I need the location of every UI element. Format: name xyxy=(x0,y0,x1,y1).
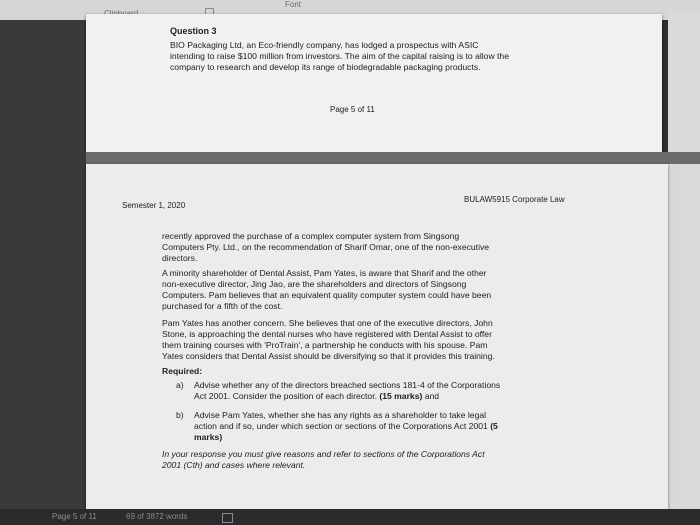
body-line: Stone, is approaching the dental nurses who have registered with Dental Assist to offer xyxy=(162,329,492,339)
required-heading: Required: xyxy=(162,366,203,376)
document-left-margin xyxy=(0,20,86,525)
item-a-line-2: Act 2001. Consider the position of each director. (15 marks) and xyxy=(194,391,440,401)
item-a-marker: a) xyxy=(176,380,184,390)
closing-line: 2001 (Cth) and cases where relevant. xyxy=(162,460,306,470)
body-line: purchased for a fifth of the cost. xyxy=(162,301,283,311)
closing-line: In your response you must give reasons and refer to sections of the Corporations Act xyxy=(162,449,485,459)
body-line: Computers Pty. Ltd., on the recommendation of Sharif Omar, one of the non-executive xyxy=(162,242,490,252)
body-line: Pam Yates has another concern. She believes that one of the executive directors, John xyxy=(162,318,493,328)
item-a-marks: (15 marks) xyxy=(379,391,423,401)
body-line: Computers. Pam believes that an equivalent quality computer system could have been xyxy=(162,290,492,300)
status-bar xyxy=(0,509,700,525)
body-line: A minority shareholder of Dental Assist, Pam Yates, is aware that Sharif and the other xyxy=(162,268,487,278)
body-line: Yates considers that Dental Assist should be diversifying so that it provides this training. xyxy=(162,351,495,361)
question-line: company to research and develop its range of biodegradable packaging products. xyxy=(170,62,481,72)
page-gap xyxy=(86,152,700,164)
question-title: Question 3 xyxy=(170,26,217,36)
item-a-line: Advise whether any of the directors breached sections 181-4 of the Corporations xyxy=(194,380,501,390)
item-b-marker: b) xyxy=(176,410,184,420)
body-line: them training courses with 'ProTrain', a partnership he conducts with his spouse. Pam xyxy=(162,340,488,350)
proofing-icon[interactable] xyxy=(222,513,233,523)
item-b-marks-end: marks) xyxy=(194,432,223,442)
body-line: directors. xyxy=(162,253,198,263)
item-b-marks: (5 xyxy=(490,421,498,431)
body-line: non-executive director, Jing Jao, are the shareholders and directors of Singsong xyxy=(162,279,467,289)
question-line: BIO Packaging Ltd, an Eco-friendly company, has lodged a prospectus with ASIC xyxy=(170,40,479,50)
status-page-count[interactable]: Page 5 of 11 xyxy=(52,512,97,521)
page-header-left: Semester 1, 2020 xyxy=(122,201,186,210)
document-page-6[interactable] xyxy=(86,164,668,509)
page-header-right: BULAW5915 Corporate Law xyxy=(464,195,565,204)
next-page-edge xyxy=(668,10,700,525)
question-line: intending to raise $100 million from investors. The aim of the capital raising is to allow the xyxy=(170,51,509,61)
page-footer-label: Page 5 of 11 xyxy=(330,105,375,114)
body-line: recently approved the purchase of a complex computer system from Singsong xyxy=(162,231,460,241)
item-b-line: Advise Pam Yates, whether she has any rights as a shareholder to take legal xyxy=(194,410,487,420)
item-b-line-2: action and if so, under which section or sections of the Corporations Act 2001 (5 xyxy=(194,421,498,431)
font-group-label: Font xyxy=(285,0,302,9)
status-word-count[interactable]: 69 of 3872 words xyxy=(126,512,188,521)
document-page-5[interactable] xyxy=(86,14,662,152)
